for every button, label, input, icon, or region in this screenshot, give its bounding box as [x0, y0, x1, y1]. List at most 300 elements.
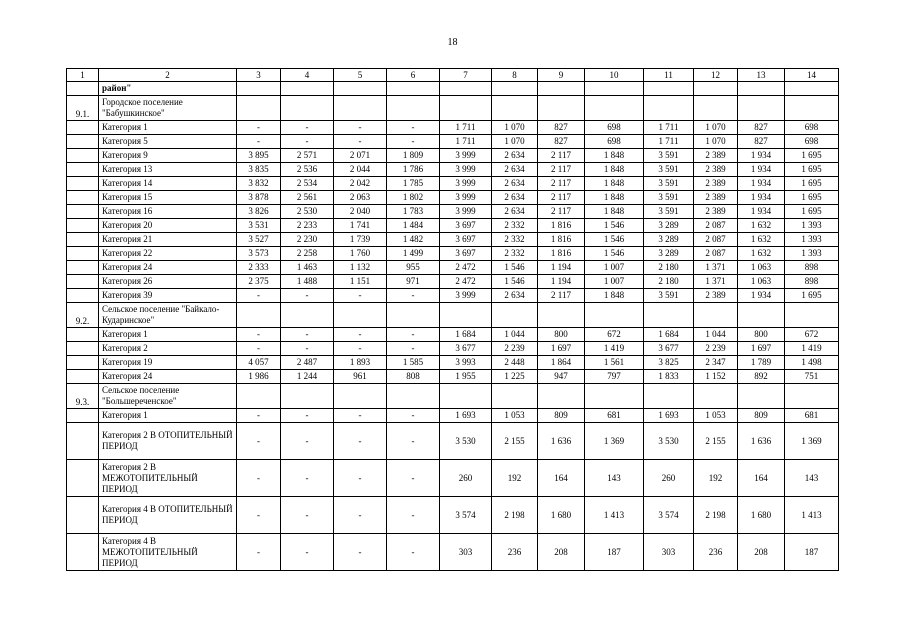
value-cell: 2 071 [334, 149, 387, 163]
value-cell: 2 389 [694, 177, 738, 191]
value-cell: 1 697 [738, 342, 785, 356]
value-cell: 961 [334, 370, 387, 384]
table-row [67, 219, 839, 233]
value-cell: 1 070 [694, 121, 738, 135]
value-cell: 2 117 [538, 163, 585, 177]
value-cell: 1 369 [785, 423, 839, 460]
category-name-cell: Категория 19 [99, 356, 237, 370]
value-cell: 1 225 [492, 370, 538, 384]
value-cell [644, 384, 694, 409]
section-number-cell [67, 409, 99, 423]
value-cell: 1 684 [440, 328, 492, 342]
table-row [67, 121, 839, 135]
value-cell: - [281, 497, 334, 534]
category-name-cell: Категория 4 В ОТОПИТЕЛЬНЫЙ ПЕРИОД [99, 497, 237, 534]
value-cell: - [387, 409, 440, 423]
value-cell: 3 527 [237, 233, 281, 247]
value-cell: - [387, 534, 440, 571]
value-cell: 3 591 [644, 205, 694, 219]
value-cell: 2 333 [237, 261, 281, 275]
value-cell: 2 198 [694, 497, 738, 534]
value-cell [585, 96, 644, 121]
value-cell: - [237, 534, 281, 571]
value-cell: 2 472 [440, 261, 492, 275]
category-name-cell: Категория 1 [99, 328, 237, 342]
value-cell: - [281, 460, 334, 497]
category-name-cell: Категория 9 [99, 149, 237, 163]
value-cell: 698 [585, 121, 644, 135]
value-cell: 1 413 [585, 497, 644, 534]
value-cell: 1 684 [644, 328, 694, 342]
value-cell: 2 375 [237, 275, 281, 289]
section-number-cell [67, 289, 99, 303]
value-cell: - [281, 121, 334, 135]
value-cell: 698 [585, 135, 644, 149]
tariff-table [66, 68, 839, 571]
value-cell: 2 561 [281, 191, 334, 205]
value-cell [738, 96, 785, 121]
value-cell: 3 573 [237, 247, 281, 261]
value-cell: - [334, 497, 387, 534]
value-cell: 2 389 [694, 191, 738, 205]
value-cell: 1 419 [585, 342, 644, 356]
value-cell: 192 [694, 460, 738, 497]
value-cell: 3 677 [440, 342, 492, 356]
value-cell: 2 389 [694, 205, 738, 219]
value-cell: 1 680 [538, 497, 585, 534]
value-cell: - [281, 289, 334, 303]
header-cell: 1 [67, 69, 99, 82]
value-cell: - [237, 460, 281, 497]
value-cell [281, 96, 334, 121]
value-cell: 1 833 [644, 370, 694, 384]
value-cell: 1 934 [738, 289, 785, 303]
value-cell [334, 96, 387, 121]
category-name-cell: Категория 22 [99, 247, 237, 261]
value-cell: 3 999 [440, 191, 492, 205]
value-cell: 2 233 [281, 219, 334, 233]
value-cell: 2 634 [492, 205, 538, 219]
value-cell: 2 063 [334, 191, 387, 205]
value-cell: - [334, 409, 387, 423]
value-cell: 1 007 [585, 261, 644, 275]
table-row [67, 409, 839, 423]
table-row [67, 191, 839, 205]
value-cell: - [237, 409, 281, 423]
category-name-cell: Сельское поселение "Байкало-Кударинское" [99, 303, 237, 328]
value-cell: 164 [538, 460, 585, 497]
value-cell: 1 786 [387, 163, 440, 177]
value-cell: - [334, 328, 387, 342]
value-cell: 4 057 [237, 356, 281, 370]
value-cell: 143 [585, 460, 644, 497]
value-cell: 1 371 [694, 275, 738, 289]
value-cell: 3 697 [440, 247, 492, 261]
value-cell: 2 087 [694, 233, 738, 247]
value-cell: 303 [440, 534, 492, 571]
value-cell: 1 816 [538, 247, 585, 261]
value-cell: 2 180 [644, 275, 694, 289]
value-cell: 1 132 [334, 261, 387, 275]
value-cell [694, 82, 738, 96]
value-cell: 2 534 [281, 177, 334, 191]
value-cell: 1 152 [694, 370, 738, 384]
value-cell: 1 053 [492, 409, 538, 423]
value-cell: 2 258 [281, 247, 334, 261]
value-cell: 1 986 [237, 370, 281, 384]
value-cell: 303 [644, 534, 694, 571]
value-cell: 3 531 [237, 219, 281, 233]
value-cell: 1 371 [694, 261, 738, 275]
value-cell [538, 82, 585, 96]
value-cell [440, 96, 492, 121]
value-cell: 1 739 [334, 233, 387, 247]
table-row [67, 275, 839, 289]
value-cell: 1 789 [738, 356, 785, 370]
value-cell: 2 117 [538, 177, 585, 191]
header-cell: 10 [585, 69, 644, 82]
value-cell [237, 303, 281, 328]
header-cell: 5 [334, 69, 387, 82]
value-cell: - [334, 289, 387, 303]
table-row [67, 205, 839, 219]
value-cell: 3 993 [440, 356, 492, 370]
value-cell: 260 [644, 460, 694, 497]
value-cell: 164 [738, 460, 785, 497]
value-cell: 3 697 [440, 219, 492, 233]
value-cell: 809 [538, 409, 585, 423]
value-cell: 809 [738, 409, 785, 423]
table-row [67, 370, 839, 384]
value-cell: 1 711 [440, 121, 492, 135]
value-cell: - [334, 342, 387, 356]
value-cell: 1 864 [538, 356, 585, 370]
section-number-cell [67, 534, 99, 571]
section-number-cell [67, 328, 99, 342]
value-cell: 3 999 [440, 163, 492, 177]
header-cell: 14 [785, 69, 839, 82]
value-cell: 1 244 [281, 370, 334, 384]
value-cell: 3 999 [440, 205, 492, 219]
value-cell: - [334, 423, 387, 460]
header-cell: 13 [738, 69, 785, 82]
value-cell: 971 [387, 275, 440, 289]
value-cell: 827 [538, 135, 585, 149]
value-cell: 1 063 [738, 275, 785, 289]
value-cell: 2 634 [492, 191, 538, 205]
category-name-cell: Категория 5 [99, 135, 237, 149]
value-cell: 3 591 [644, 289, 694, 303]
value-cell: 1 695 [785, 149, 839, 163]
value-cell: 2 332 [492, 219, 538, 233]
value-cell: 2 332 [492, 233, 538, 247]
value-cell: 1 007 [585, 275, 644, 289]
header-row [67, 69, 839, 82]
value-cell: 751 [785, 370, 839, 384]
value-cell [785, 384, 839, 409]
value-cell: 2 332 [492, 247, 538, 261]
header-cell: 8 [492, 69, 538, 82]
value-cell: 2 155 [694, 423, 738, 460]
value-cell: 1 419 [785, 342, 839, 356]
value-cell: 1 070 [492, 121, 538, 135]
value-cell: 1 632 [738, 219, 785, 233]
value-cell: 672 [585, 328, 644, 342]
value-cell: 2 117 [538, 289, 585, 303]
header-cell: 11 [644, 69, 694, 82]
value-cell: - [281, 534, 334, 571]
value-cell: - [334, 135, 387, 149]
value-cell: 3 530 [644, 423, 694, 460]
value-cell: 1 848 [585, 149, 644, 163]
value-cell: 1 695 [785, 289, 839, 303]
value-cell: - [237, 423, 281, 460]
section-number-cell [67, 82, 99, 96]
value-cell [334, 82, 387, 96]
table-row [67, 328, 839, 342]
value-cell: 1 499 [387, 247, 440, 261]
value-cell: 3 289 [644, 247, 694, 261]
value-cell: 2 530 [281, 205, 334, 219]
section-number-cell [67, 370, 99, 384]
value-cell: 1 546 [492, 275, 538, 289]
category-name-cell: Категория 15 [99, 191, 237, 205]
table-row [67, 163, 839, 177]
value-cell [585, 82, 644, 96]
value-cell: 2 117 [538, 149, 585, 163]
value-cell: 898 [785, 275, 839, 289]
value-cell: 1 636 [538, 423, 585, 460]
value-cell: 1 955 [440, 370, 492, 384]
value-cell: 3 591 [644, 191, 694, 205]
value-cell [387, 96, 440, 121]
value-cell: 1 848 [585, 289, 644, 303]
page-number: 18 [447, 37, 458, 48]
value-cell: 1 934 [738, 205, 785, 219]
table-row [67, 356, 839, 370]
value-cell: 1 848 [585, 205, 644, 219]
category-name-cell: Категория 21 [99, 233, 237, 247]
value-cell: 808 [387, 370, 440, 384]
value-cell: 827 [738, 121, 785, 135]
value-cell: - [387, 460, 440, 497]
category-name-cell: район" [99, 82, 237, 96]
value-cell: 2 155 [492, 423, 538, 460]
section-number-cell [67, 247, 99, 261]
value-cell: 1 063 [738, 261, 785, 275]
table-row [67, 384, 839, 409]
value-cell: 2 239 [492, 342, 538, 356]
value-cell: 1 711 [644, 121, 694, 135]
category-name-cell: Категория 16 [99, 205, 237, 219]
value-cell: 2 472 [440, 275, 492, 289]
value-cell: 1 393 [785, 233, 839, 247]
value-cell: 3 895 [237, 149, 281, 163]
value-cell: 2 634 [492, 163, 538, 177]
section-number-cell [67, 149, 99, 163]
category-name-cell: Категория 24 [99, 370, 237, 384]
value-cell: 2 389 [694, 163, 738, 177]
value-cell: 1 848 [585, 177, 644, 191]
value-cell: 1 488 [281, 275, 334, 289]
category-name-cell: Категория 2 В ОТОПИТЕЛЬНЫЙ ПЕРИОД [99, 423, 237, 460]
table-row [67, 534, 839, 571]
value-cell: 1 413 [785, 497, 839, 534]
value-cell [694, 384, 738, 409]
value-cell [334, 384, 387, 409]
value-cell: 236 [694, 534, 738, 571]
value-cell: 2 389 [694, 289, 738, 303]
value-cell: 1 484 [387, 219, 440, 233]
value-cell: 3 591 [644, 149, 694, 163]
section-number-cell [67, 275, 99, 289]
value-cell: - [281, 423, 334, 460]
table-row [67, 289, 839, 303]
category-name-cell: Категория 20 [99, 219, 237, 233]
value-cell [492, 82, 538, 96]
section-number-cell [67, 177, 99, 191]
value-cell: 955 [387, 261, 440, 275]
value-cell: 1 393 [785, 247, 839, 261]
value-cell [281, 82, 334, 96]
value-cell: 1 632 [738, 247, 785, 261]
value-cell: 1 546 [585, 219, 644, 233]
value-cell: 3 697 [440, 233, 492, 247]
value-cell: 3 999 [440, 289, 492, 303]
table-row [67, 149, 839, 163]
value-cell: 1 636 [738, 423, 785, 460]
value-cell: 3 878 [237, 191, 281, 205]
table-row [67, 261, 839, 275]
value-cell: - [387, 289, 440, 303]
value-cell: 1 893 [334, 356, 387, 370]
value-cell: 698 [785, 135, 839, 149]
section-number-cell [67, 219, 99, 233]
value-cell: 1 741 [334, 219, 387, 233]
value-cell: 1 044 [694, 328, 738, 342]
value-cell: - [387, 423, 440, 460]
value-cell: - [237, 342, 281, 356]
value-cell: 2 042 [334, 177, 387, 191]
value-cell: 898 [785, 261, 839, 275]
section-number-cell: 9.2. [67, 303, 99, 328]
value-cell: 827 [538, 121, 585, 135]
section-number-cell: 9.1. [67, 96, 99, 121]
value-cell: 1 848 [585, 163, 644, 177]
value-cell: 1 693 [440, 409, 492, 423]
value-cell: 1 561 [585, 356, 644, 370]
table-row [67, 460, 839, 497]
header-cell: 2 [99, 69, 237, 82]
value-cell: 187 [585, 534, 644, 571]
value-cell: 236 [492, 534, 538, 571]
value-cell [237, 96, 281, 121]
value-cell [785, 303, 839, 328]
value-cell: 2 117 [538, 205, 585, 219]
value-cell: 681 [585, 409, 644, 423]
value-cell: - [387, 342, 440, 356]
value-cell: 1 711 [440, 135, 492, 149]
table-row [67, 497, 839, 534]
category-name-cell: Категория 24 [99, 261, 237, 275]
value-cell [440, 303, 492, 328]
value-cell: - [334, 121, 387, 135]
value-cell [585, 384, 644, 409]
table-row [67, 82, 839, 96]
value-cell: 1 934 [738, 149, 785, 163]
value-cell: 698 [785, 121, 839, 135]
value-cell: 2 117 [538, 191, 585, 205]
header-cell: 3 [237, 69, 281, 82]
category-name-cell: Категория 2 [99, 342, 237, 356]
value-cell: 672 [785, 328, 839, 342]
value-cell: 3 574 [644, 497, 694, 534]
value-cell: 3 591 [644, 177, 694, 191]
value-cell [387, 384, 440, 409]
value-cell: 1 070 [694, 135, 738, 149]
value-cell: 1 816 [538, 219, 585, 233]
value-cell: 2 087 [694, 219, 738, 233]
value-cell: 2 571 [281, 149, 334, 163]
value-cell: - [334, 460, 387, 497]
value-cell [538, 96, 585, 121]
value-cell: 1 711 [644, 135, 694, 149]
section-number-cell [67, 423, 99, 460]
table-row [67, 135, 839, 149]
value-cell: 1 463 [281, 261, 334, 275]
table-row [67, 303, 839, 328]
value-cell: 1 498 [785, 356, 839, 370]
value-cell: 2 634 [492, 149, 538, 163]
value-cell: 208 [538, 534, 585, 571]
value-cell: 797 [585, 370, 644, 384]
value-cell: 1 809 [387, 149, 440, 163]
value-cell: 1 693 [644, 409, 694, 423]
value-cell [492, 303, 538, 328]
value-cell: 3 289 [644, 233, 694, 247]
value-cell: - [237, 135, 281, 149]
header-cell: 12 [694, 69, 738, 82]
category-name-cell: Категория 4 В МЕЖОТОПИТЕЛЬНЫЙ ПЕРИОД [99, 534, 237, 571]
value-cell: 1 151 [334, 275, 387, 289]
section-number-cell [67, 135, 99, 149]
value-cell: 1 695 [785, 205, 839, 219]
section-number-cell [67, 356, 99, 370]
category-name-cell: Категория 2 В МЕЖОТОПИТЕЛЬНЫЙ ПЕРИОД [99, 460, 237, 497]
value-cell: 187 [785, 534, 839, 571]
value-cell: 2 389 [694, 149, 738, 163]
value-cell: 1 802 [387, 191, 440, 205]
value-cell: - [387, 328, 440, 342]
value-cell: 3 289 [644, 219, 694, 233]
value-cell: 1 697 [538, 342, 585, 356]
value-cell: 3 574 [440, 497, 492, 534]
value-cell: 1 934 [738, 163, 785, 177]
category-name-cell: Категория 26 [99, 275, 237, 289]
header-cell: 7 [440, 69, 492, 82]
value-cell: - [237, 328, 281, 342]
value-cell [785, 96, 839, 121]
value-cell: 2 347 [694, 356, 738, 370]
value-cell: 800 [738, 328, 785, 342]
value-cell: 1 632 [738, 233, 785, 247]
value-cell [334, 303, 387, 328]
value-cell: - [387, 135, 440, 149]
value-cell: 2 487 [281, 356, 334, 370]
table-row [67, 177, 839, 191]
value-cell: 3 591 [644, 163, 694, 177]
value-cell: 3 999 [440, 177, 492, 191]
